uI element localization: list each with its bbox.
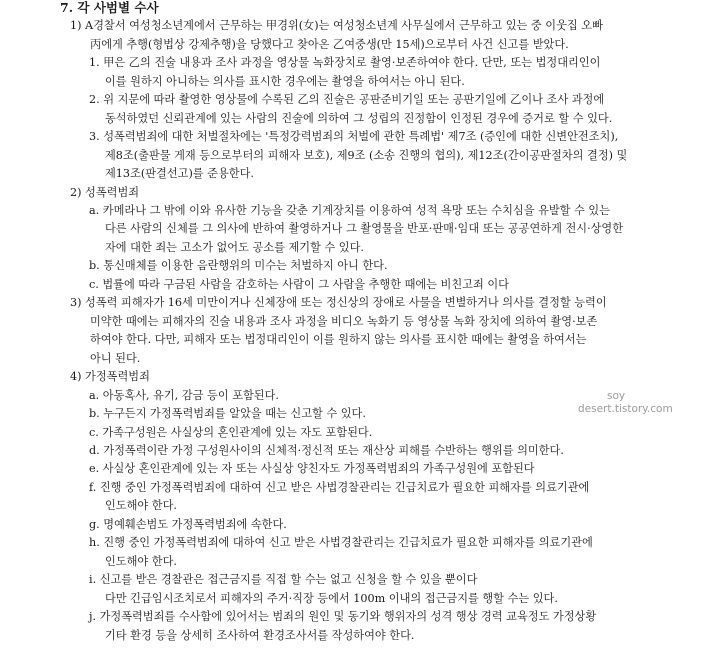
text-line: e. 사실상 혼인관계에 있는 자 또는 사실상 양친자도 가정폭력범죄의 가족구성원에 포함된다 bbox=[89, 462, 535, 476]
text-line: 1) A경찰서 여성청소년계에서 근무하는 甲경위(女)는 여성청소년계 사무실에서 근무하고 있는 중 이웃집 오빠 bbox=[70, 19, 603, 33]
text-line: f. 진행 중인 가정폭력범죄에 대하여 신고 받은 사법경찰관리는 긴급치료가 필요한 피해자를 의료기관에 bbox=[89, 480, 590, 494]
text-line: 제8조(출판물 게재 등으로부터의 피해자 보호), 제9조 (소송 진행의 협의), 제12조(간이공판절차의 결정) 및 bbox=[105, 148, 628, 162]
text-line: h. 진행 중인 가정폭력범죄에 대하여 신고 받은 사법경찰관리는 긴급치료가 필요한 피해자를 의료기관에 bbox=[89, 536, 593, 550]
text-line: 기타 환경 등을 상세히 조사하여 환경조사서를 작성하여야 한다. bbox=[105, 628, 415, 642]
subsection-heading: 4) 가정폭력범죄 bbox=[70, 370, 150, 384]
text-line: g. 명예훼손범도 가정폭력범죄에 속한다. bbox=[89, 517, 287, 531]
text-line: a. 아동혹사, 유기, 감금 등이 포함된다. bbox=[89, 388, 279, 402]
text-line: 이를 원하지 아니하는 의사를 표시한 경우에는 촬영을 하여서는 아니 된다. bbox=[105, 74, 465, 88]
text-line: 3) 성폭력 피해자가 16세 미만이거나 신체장애 또는 정신상의 장애로 사물을 변별하거나 의사를 결정할 능력이 bbox=[70, 296, 607, 310]
text-line: b. 통신매체를 이용한 음란행위의 미수는 처벌하지 아니 한다. bbox=[89, 259, 388, 273]
text-line: 3. 성폭력범죄에 대한 처벌절차에는 '특정강력범죄의 처벌에 관한 특례법' 제7조 (증인에 대한 신변안전조치), bbox=[89, 130, 619, 144]
text-line: c. 가족구성원은 사실상의 혼인관계에 있는 자도 포함된다. bbox=[89, 425, 373, 439]
text-line: 2. 위 지문에 따라 촬영한 영상물에 수록된 乙의 진술은 공판준비기일 또는 공판기일에 乙이나 조사 과정에 bbox=[89, 93, 605, 107]
text-line: 아니 된다. bbox=[90, 351, 141, 365]
text-line: 하여야 한다. 다만, 피해자 또는 법정대리인이 이를 원하지 않는 의사를 표시한 때에는 촬영을 하여서는 bbox=[90, 333, 587, 347]
text-line: i. 신고를 받은 경찰관은 접근금지를 직접 할 수는 없고 신청을 할 수 있을 뿐이다 bbox=[89, 573, 478, 587]
text-line: a. 카메라나 그 밖에 이와 유사한 기능을 갖춘 기계장치를 이용하여 성적 욕망 또는 수치심을 유발할 수 있는 bbox=[89, 204, 611, 218]
text-line: 인도해야 한다. bbox=[105, 499, 177, 513]
text-line: j. 가정폭력범죄를 수사함에 있어서는 범죄의 원인 및 동기와 행위자의 성격 행상 경력 교육정도 가정상황 bbox=[89, 610, 597, 624]
text-line: 다른 사람의 신체를 그 의사에 반하여 촬영하거나 그 촬영물을 반포·판매·임대 또는 공공연하게 전시·상영한 bbox=[105, 222, 624, 236]
text-line: 1. 甲은 乙의 진술 내용과 조사 과정을 영상물 녹화장치로 촬영·보존하여야 한다. 단만, 또는 법정대리인이 bbox=[89, 56, 601, 70]
text-line: 자에 대한 죄는 고소가 없어도 공소를 제기할 수 있다. bbox=[105, 240, 364, 254]
text-line: b. 누구든지 가정폭력범죄를 알았을 때는 신고할 수 있다. bbox=[89, 407, 366, 421]
text-line: 미약한 때에는 피해자의 진술 내용과 조사 과정을 비디오 녹화기 등 영상물 녹화 장치에 의하여 촬영·보존 bbox=[90, 314, 598, 328]
text-line: d. 가정폭력이란 가정 구성원사이의 신체적·정신적 또는 재산상 피해를 수반하는 행위를 의미한다. bbox=[89, 443, 564, 457]
text-line: 다만 긴급임시조치로서 피해자의 주거·직장 등에서 100m 이내의 접근금지를 행할 수는 있다. bbox=[105, 591, 558, 605]
text-line: 丙에게 추행(형법상 강제추행)을 당했다고 찾아온 乙여중생(만 15세)으로부터 사건 신고를 받았다. bbox=[90, 37, 569, 51]
section-title: 7. 각 사범별 수사 bbox=[60, 0, 159, 15]
text-line: 동석하였던 신뢰관계에 있는 사람의 진술에 의하여 그 성립의 진정함이 인정된 경우에 증거로 할 수 있다. bbox=[105, 111, 613, 125]
text-line: c. 법률에 따라 구금된 사람을 감호하는 사람이 그 사람을 추행한 때에는 비친고죄 이다 bbox=[89, 277, 509, 291]
watermark-top: soy bbox=[607, 390, 626, 402]
text-line: 제13조(판결선고)를 준용한다. bbox=[105, 167, 254, 181]
watermark-bottom: desert.tistory.com bbox=[578, 403, 673, 415]
subsection-heading: 2) 성폭력범죄 bbox=[70, 185, 140, 199]
text-line: 인도해야 한다. bbox=[105, 554, 177, 568]
